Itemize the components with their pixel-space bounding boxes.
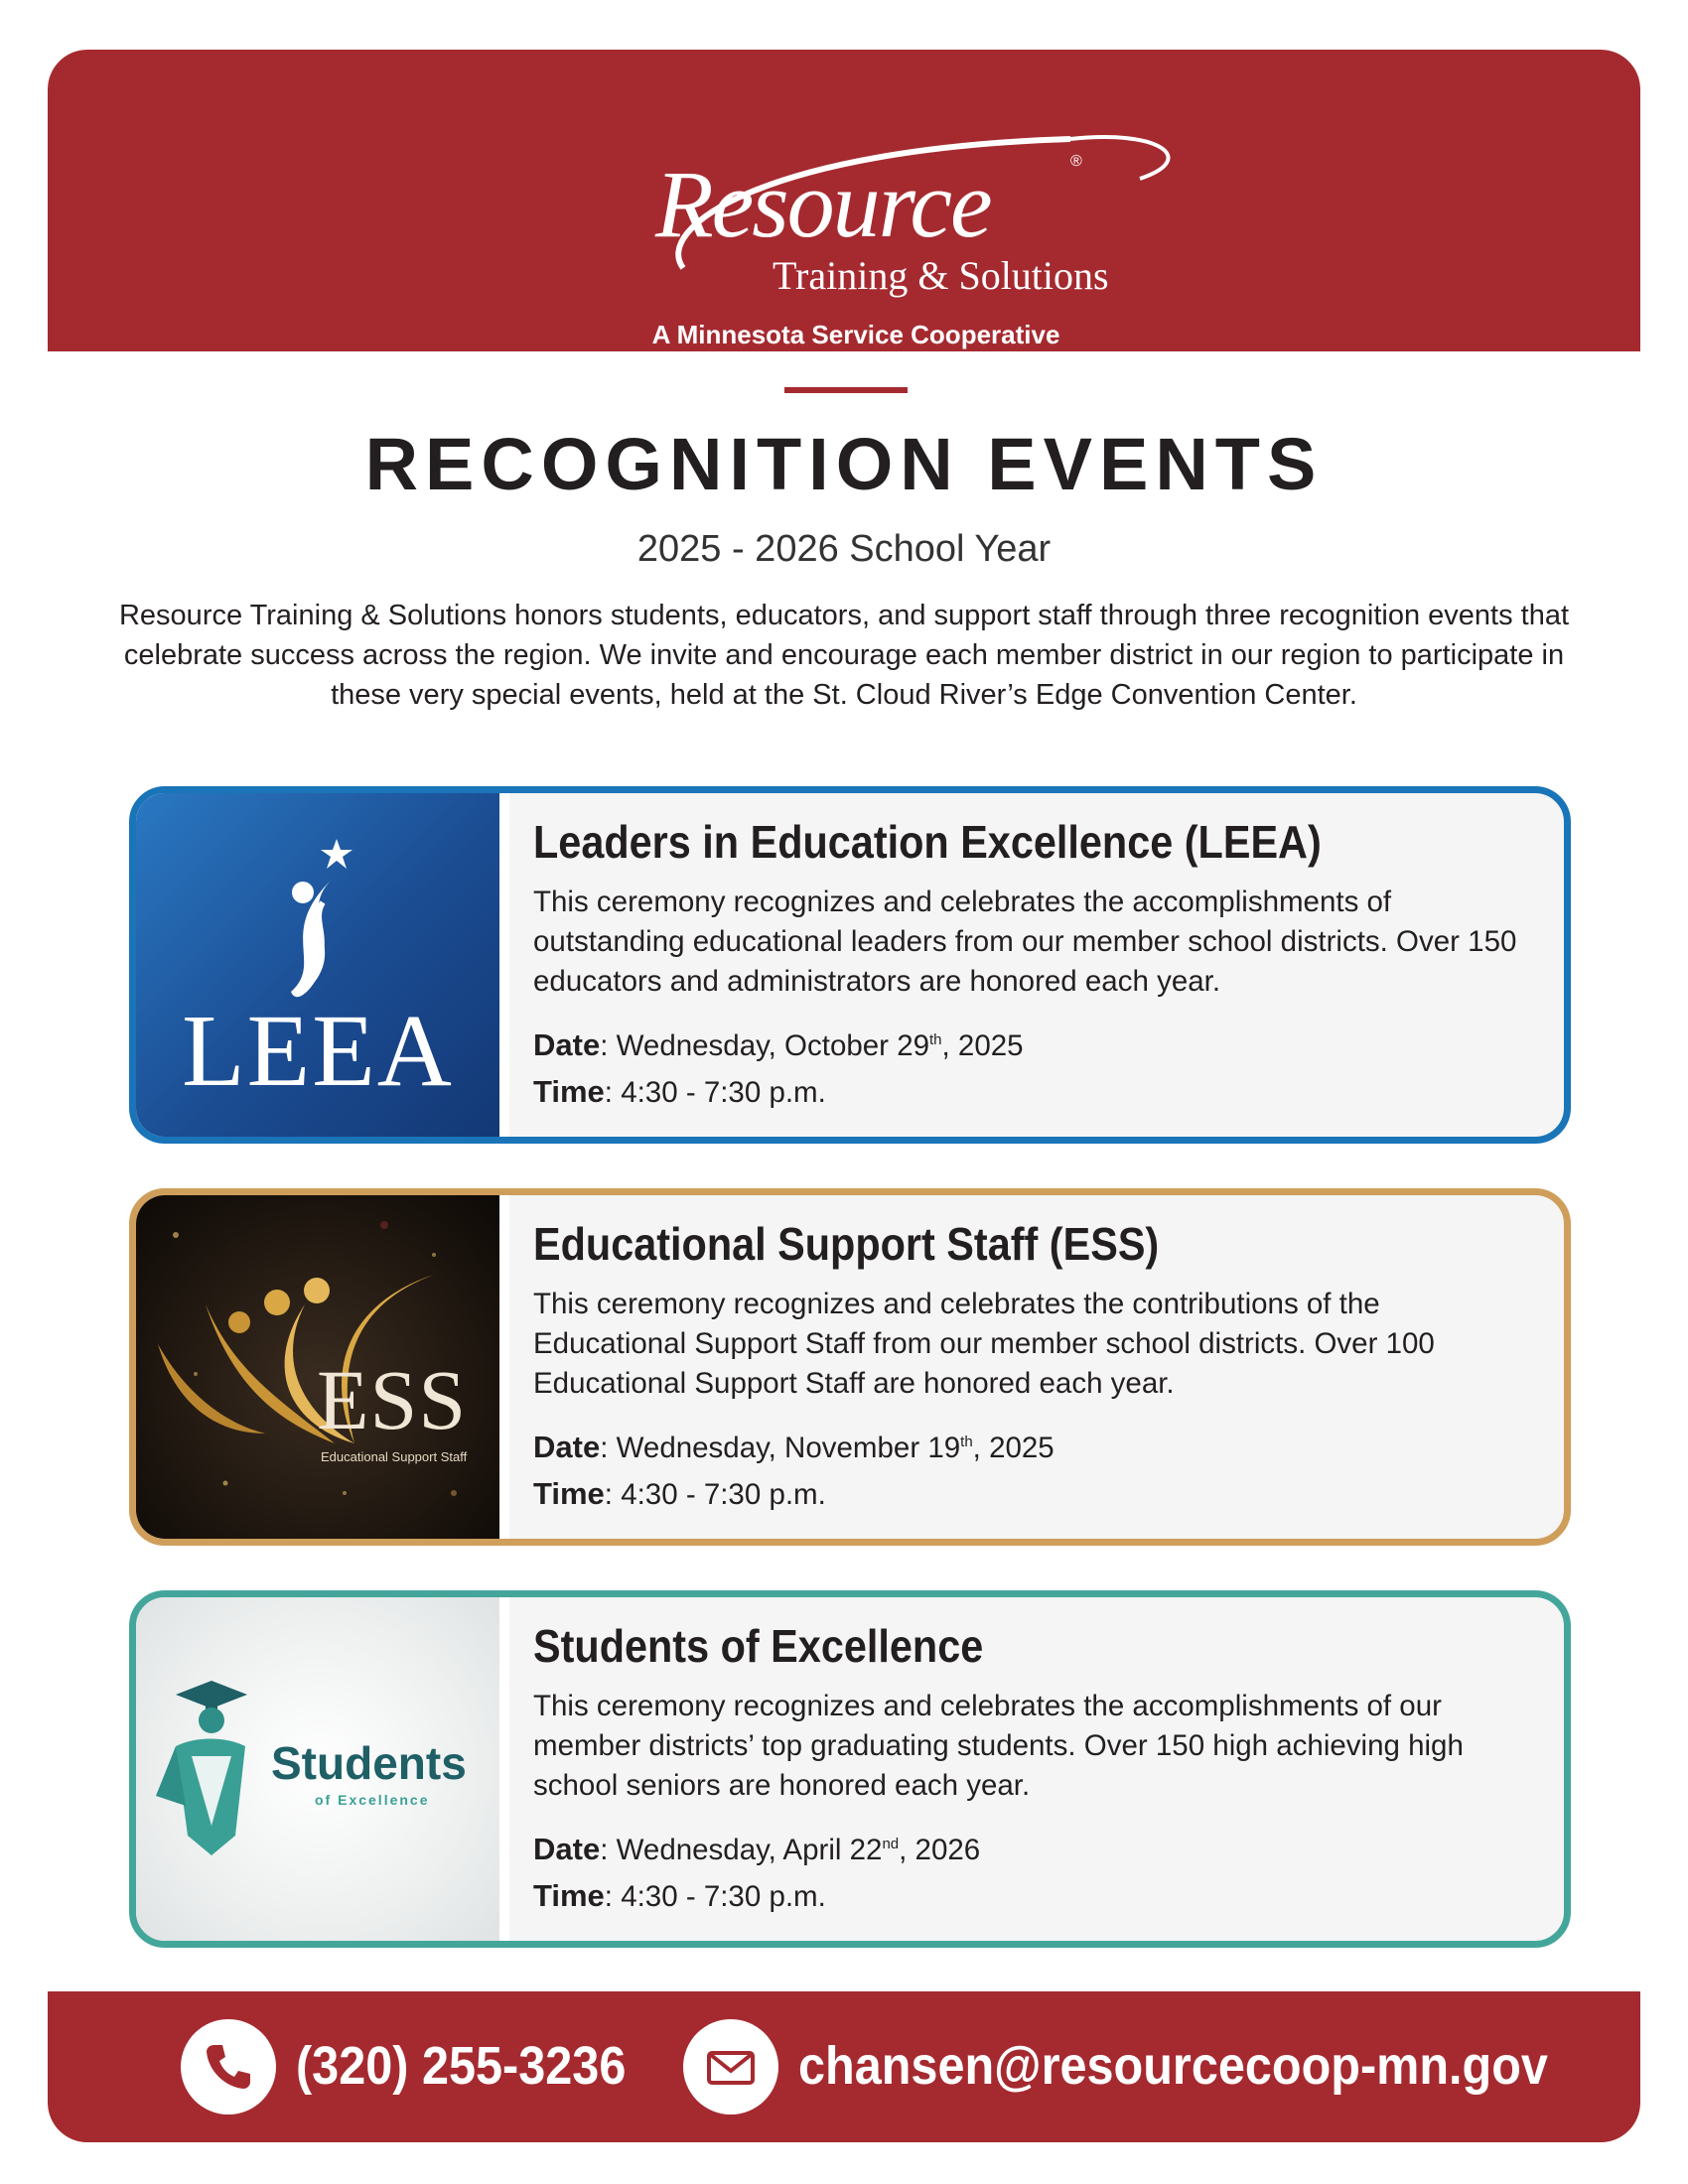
page-title: RECOGNITION EVENTS	[364, 423, 1324, 505]
header-banner	[48, 50, 1640, 351]
event-time: Time: 4:30 - 7:30 p.m.	[533, 1877, 826, 1913]
event-time: Time: 4:30 - 7:30 p.m.	[533, 1073, 826, 1109]
registered-mark: ®	[1070, 153, 1082, 170]
event-title: Students of Excellence	[533, 1620, 984, 1672]
logo-word: Resource	[655, 151, 991, 257]
intro-paragraph: Resource Training & Solutions honors students, educators, and support staff through three recognition events that celebrate success across the region. We invite and encourage each member district in our region to participate in these very special events, held at the St. Cloud River’s Edge Convention Center.	[118, 600, 1570, 711]
event-meta	[533, 1420, 1536, 1518]
logo-tagline: A Minnesota Service Cooperative	[651, 320, 1060, 349]
leea-logo-text: LEEA	[182, 994, 454, 1108]
students-logo-text: Students	[271, 1737, 467, 1789]
event-date: Date: Wednesday, April 22nd, 2026	[533, 1831, 981, 1866]
email-address[interactable]: chansen@resourcecoop-mn.gov	[798, 2036, 1548, 2096]
logo-subtitle: Training & Solutions	[773, 253, 1109, 298]
event-description: This ceremony recognizes and celebrates the accomplishments of outstanding educational leaders from our member school districts. Over 150 educators and administrators are honored each year.	[533, 886, 1517, 998]
event-card-students	[129, 1590, 1571, 1948]
resource-logo	[48, 50, 1640, 351]
students-logo	[136, 1597, 499, 1941]
event-card-ess	[129, 1188, 1571, 1546]
event-meta	[533, 1822, 1536, 1920]
ess-logo-subtitle: Educational Support Staff	[321, 1449, 468, 1464]
footer-contact-bar	[48, 1991, 1640, 2142]
mail-icon[interactable]	[683, 2019, 778, 2115]
event-description: This ceremony recognizes and celebrates the contributions of the Educational Support Staff from our member school districts. Over 100 Educational Support Staff are honored each year.	[533, 1288, 1435, 1400]
event-time: Time: 4:30 - 7:30 p.m.	[533, 1475, 826, 1511]
event-meta	[533, 1018, 1536, 1116]
phone-number[interactable]: (320) 255-3236	[296, 2036, 627, 2096]
phone-icon[interactable]	[181, 2019, 276, 2115]
leea-logo	[136, 793, 499, 1137]
event-date: Date: Wednesday, October 29th, 2025	[533, 1026, 1024, 1062]
event-card-leea	[129, 786, 1571, 1144]
ess-logo	[136, 1195, 499, 1539]
ess-logo-text: ESS	[317, 1352, 468, 1447]
event-description: This ceremony recognizes and celebrates the accomplishments of our member districts’ top graduating students. Over 150 high achieving high school seniors are honored each year.	[533, 1690, 1464, 1802]
event-title: Educational Support Staff (ESS)	[533, 1218, 1160, 1270]
page-subtitle: 2025 - 2026 School Year	[636, 528, 1052, 570]
event-title: Leaders in Education Excellence (LEEA)	[533, 816, 1322, 868]
students-logo-subtitle: of Excellence	[315, 1792, 430, 1808]
event-date: Date: Wednesday, November 19th, 2025	[533, 1429, 1055, 1464]
accent-divider	[784, 387, 908, 393]
